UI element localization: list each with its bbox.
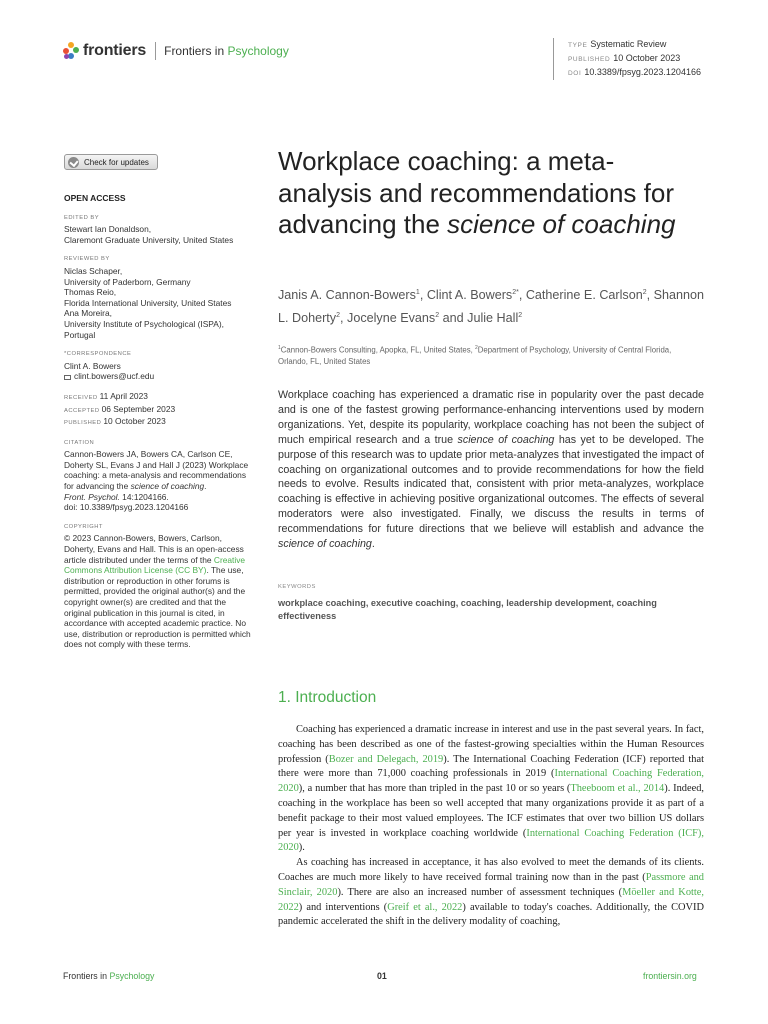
article-sidebar bbox=[64, 193, 254, 659]
citation-link[interactable]: Bozer and Delegach, 2019 bbox=[328, 753, 444, 765]
dates: RECEIVED 11 April 2023 ACCEPTED 06 September 2023 PUBLISHED 10 October 2023 bbox=[64, 390, 176, 427]
edited-by: EDITED BY Stewart Ian Donaldson, Claremont Graduate University, United States bbox=[64, 214, 234, 245]
introduction-body bbox=[278, 723, 704, 930]
author[interactable]: Janis A. Cannon-Bowers$^1$ bbox=[278, 288, 420, 303]
author[interactable]: Julie Hall$^2$ bbox=[467, 310, 523, 325]
frontiers-logo[interactable] bbox=[63, 42, 289, 60]
correspondence: *CORRESPONDENCE Clint A. Bowers clint.bowers@ucf.edu bbox=[64, 349, 254, 382]
brand-name: frontiers bbox=[83, 42, 147, 59]
check-for-updates-button[interactable]: Check for updates bbox=[64, 154, 158, 170]
citation-link[interactable]: International Coaching Federation, 2020 bbox=[278, 768, 704, 795]
article-title: Workplace coaching: a meta-analysis and recommendations for advancing the science of coaching bbox=[278, 146, 676, 239]
frontiers-logo-icon bbox=[63, 42, 79, 60]
journal-prefix: Frontiers in bbox=[164, 44, 225, 58]
author[interactable]: Shannon L. Doherty$^2$ bbox=[278, 288, 705, 325]
meta-doi[interactable]: DOI 10.3389/fpsyg.2023.1204166 bbox=[568, 67, 701, 77]
paragraph: Coaching has experienced a dramatic increase in interest and use in the past several years. In fact, coaching has been described as one of the fastest-growing specialties within the Human Resources profession (Bozer and Delegach, 2019). The International Coaching Federation (ICF) reported that there were more than 71,000 coaching professionals in 2019 (International Coaching Federation, 2020), a number that has more than tripled in the past 10 or so years (Theeboom et al., 2014). Indeed, coaching in the workplace has been so well accepted that many organizations provide it as part of a benefit package to their most valued employees. The ICF estimates that over two billion US dollars per year is invested in workplace coaching worldwide (International Coaching Federation (ICF), 2020). bbox=[278, 724, 704, 854]
author[interactable]: Catherine E. Carlson$^2$ bbox=[525, 288, 647, 303]
section-heading-introduction: 1. Introduction bbox=[278, 689, 377, 706]
author[interactable]: Clint A. Bowers$^{2*}$ bbox=[426, 288, 519, 303]
keywords: workplace coaching, executive coaching, coaching, leadership development, coaching effectiveness bbox=[278, 598, 657, 621]
meta-published: PUBLISHED 10 October 2023 bbox=[568, 53, 681, 63]
citation-doi: doi: 10.3389/fpsyg.2023.1204166 bbox=[64, 502, 189, 513]
citation-link[interactable]: Theeboom et al., 2014 bbox=[570, 783, 665, 795]
page-number: 01 bbox=[377, 971, 387, 981]
journal-name[interactable] bbox=[164, 44, 289, 58]
citation-link[interactable]: Passmore and Sinclair, 2020 bbox=[278, 871, 704, 898]
cc-by-license-link[interactable]: Creative Commons Attribution License (CC BY) bbox=[64, 554, 246, 576]
abstract: Workplace coaching has experienced a dramatic rise in popularity over the past decade and is one of the fastest growing performance-enhancing interventions used by modern organizations. Yet, despite its popularity, workplace coaching has not been the subject of much empirical research and a true science of coaching has yet to be developed. The purpose of this research was to update prior meta-analyzes that investigated the impact of coaching on organizational outcomes and to provide recommendations for how the field needs to evolve. Results indicated that, consistent with prior meta-analyzes, workplace coaching is effective in achieving positive organizational outcomes. The effects of several moderators were also investigated. Finally, we discuss the results in terms of recommendations for future directions that we believe will establish and advance the science of coaching. bbox=[278, 389, 705, 551]
footer-journal[interactable]: Frontiers in Psychology bbox=[63, 971, 155, 981]
citation-link[interactable]: Möeller and Kotte, 2022 bbox=[278, 886, 704, 913]
keywords-label: KEYWORDS bbox=[278, 584, 316, 590]
header-divider bbox=[155, 42, 156, 60]
article-meta bbox=[553, 38, 701, 80]
affiliations: $^1$Cannon-Bowers Consulting, Apopka, FL, United States, $^2$Department of Psychology, University of Central Florida, Orlando, FL, United States bbox=[278, 345, 672, 366]
reviewed-by: REVIEWED BY Niclas Schaper, University of Paderborn, Germany Thomas Reio, Florida International University, United States Ana Moreira, University Institute of Psychological (ISPA), Portugal bbox=[64, 256, 232, 340]
citation: CITATION Cannon-Bowers JA, Bowers CA, Carlson CE, Doherty SL, Evans J and Hall J (2023) Workplace coaching: a meta-analysis and recommendations for advancing the science of coaching. Front. Psychol. 14:1204166. doi: 10.3389/fpsyg.2023.1204166 bbox=[64, 438, 254, 513]
envelope-icon bbox=[64, 375, 71, 380]
footer-site-link[interactable]: frontiersin.org bbox=[643, 971, 697, 981]
correspondence-email[interactable]: clint.bowers@ucf.edu bbox=[64, 371, 254, 382]
journal-field: Psychology bbox=[227, 44, 289, 58]
check-icon bbox=[68, 157, 79, 168]
citation-link[interactable]: International Coaching Federation (ICF), 2020 bbox=[278, 827, 704, 854]
author-list: Janis A. Cannon-Bowers$^1$, Clint A. Bowers$^{2*}$, Catherine E. Carlson$^2$, Shannon L. Doherty$^2$, Jocelyne Evans$^2$ and Julie Hall$^2$ bbox=[278, 288, 705, 325]
paragraph: As coaching has increased in acceptance, it has also evolved to meet the demands of its clients. Coaches are much more likely to have received formal training now than in the past (Passmore and Sinclair, 2020). There are also an increased number of assessment techniques (Möeller and Kotte, 2022) and interventions (Greif et al., 2022) available to today's coaches. Additionally, the COVID pandemic accelerated the shift in the delivery modality of coaching, bbox=[278, 857, 704, 928]
author[interactable]: Jocelyne Evans$^2$ bbox=[347, 310, 440, 325]
citation-link[interactable]: Greif et al., 2022 bbox=[387, 901, 463, 913]
copyright: COPYRIGHT © 2023 Cannon-Bowers, Bowers, Carlson, Doherty, Evans and Hall. This is an open-access article distributed under the terms of the Creative Commons Attribution License (CC BY). The use, distribution or reproduction in other forums is permitted, provided the original author(s) and the copyright owner(s) are credited and that the original publication in this journal is cited, in accordance with accepted academic practice. No use, distribution or reproduction is permitted which does not comply with these terms. bbox=[64, 523, 251, 650]
open-access-label: OPEN ACCESS bbox=[64, 193, 126, 203]
meta-type: TYPE Systematic Review bbox=[568, 39, 667, 49]
